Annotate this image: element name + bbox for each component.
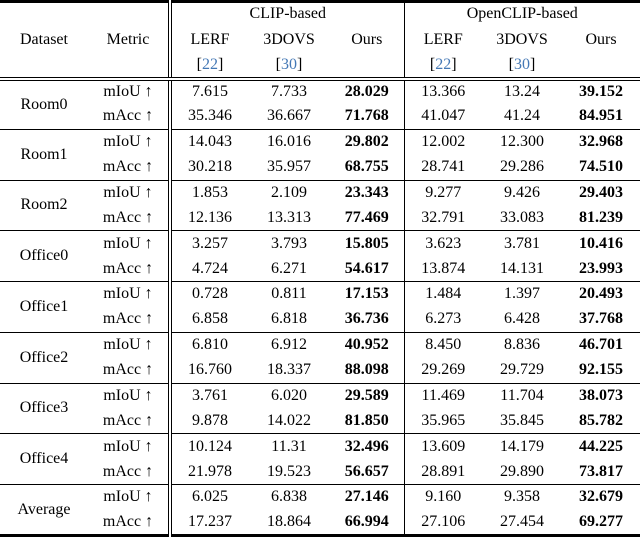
table-row [0, 510, 640, 536]
table-row [0, 129, 640, 154]
value-cell: 3.257 [170, 231, 248, 256]
method-header-openclip-3dovs: 3DOVS [496, 30, 548, 48]
dataset-cell: Room0 [0, 79, 88, 130]
metric-cell: mIoU ↑ [103, 83, 153, 101]
value-cell: 18.337 [248, 358, 330, 383]
value-cell: 35.957 [248, 155, 330, 180]
value-cell: 11.469 [404, 383, 482, 408]
bracket: ] [218, 56, 224, 73]
value-cell: 10.124 [170, 434, 248, 459]
table-row [0, 434, 640, 459]
value-cell: 11.704 [500, 386, 544, 404]
value-cell: 28.741 [404, 155, 482, 180]
value-cell: 81.239 [562, 205, 640, 230]
value-cell: 46.701 [579, 336, 624, 354]
value-cell: 6.428 [482, 307, 562, 332]
citation-link[interactable]: 30 [514, 56, 530, 73]
dataset-header: Dataset [0, 2, 88, 79]
value-cell: 6.838 [271, 488, 307, 506]
value-cell: 12.300 [500, 133, 544, 151]
value-cell: 66.994 [330, 510, 404, 536]
value-cell: 4.724 [170, 256, 248, 281]
dataset-cell: Office4 [0, 434, 88, 485]
value-cell: 9.160 [404, 485, 482, 510]
value-cell: 30.218 [170, 155, 248, 180]
value-cell: 17.237 [170, 510, 248, 536]
value-cell: 29.403 [579, 183, 624, 201]
table-row [0, 104, 640, 129]
value-cell: 77.469 [330, 205, 404, 230]
value-cell: 37.768 [562, 307, 640, 332]
value-cell: 32.679 [579, 488, 624, 506]
value-cell: 69.277 [562, 510, 640, 536]
value-cell: 29.286 [482, 155, 562, 180]
dataset-cell: Office3 [0, 383, 88, 434]
citation-link[interactable]: 30 [281, 56, 297, 73]
value-cell: 27.146 [344, 488, 389, 506]
value-cell: 6.810 [170, 332, 248, 357]
value-cell: 85.782 [562, 408, 640, 433]
table-row [0, 79, 640, 104]
value-cell: 21.978 [170, 459, 248, 484]
citation-cell [482, 54, 562, 79]
value-cell: 3.793 [271, 234, 307, 252]
value-cell: 14.043 [170, 129, 248, 154]
value-cell: 8.450 [404, 332, 482, 357]
dataset-cell: Office2 [0, 332, 88, 383]
value-cell: 6.912 [271, 336, 307, 354]
value-cell: 41.047 [404, 104, 482, 129]
value-cell: 3.781 [504, 234, 540, 252]
table-row [0, 205, 640, 230]
metric-cell: mIoU ↑ [103, 488, 153, 506]
value-cell: 18.864 [248, 510, 330, 536]
value-cell: 35.845 [482, 408, 562, 433]
table-header [0, 2, 640, 79]
value-cell: 16.760 [170, 358, 248, 383]
value-cell: 6.020 [271, 386, 307, 404]
group-header-openclip: OpenCLIP-based [404, 2, 640, 26]
value-cell: 1.853 [170, 180, 248, 205]
value-cell: 7.733 [271, 83, 307, 101]
value-cell: 20.493 [579, 285, 624, 303]
value-cell: 68.755 [330, 155, 404, 180]
value-cell: 8.836 [504, 336, 540, 354]
metric-cell: mAcc ↑ [88, 358, 170, 383]
value-cell: 29.802 [344, 133, 389, 151]
value-cell: 14.022 [248, 408, 330, 433]
value-cell: 23.343 [344, 183, 389, 201]
value-cell: 9.878 [170, 408, 248, 433]
value-cell: 13.609 [404, 434, 482, 459]
value-cell: 13.874 [404, 256, 482, 281]
method-header-openclip-lerf: LERF [404, 26, 482, 54]
value-cell: 40.952 [344, 336, 389, 354]
value-cell: 29.269 [404, 358, 482, 383]
value-cell: 6.858 [170, 307, 248, 332]
value-cell: 0.811 [271, 285, 307, 303]
value-cell: 92.155 [562, 358, 640, 383]
value-cell: 9.426 [504, 183, 540, 201]
value-cell: 28.029 [344, 83, 389, 101]
metric-cell: mIoU ↑ [103, 133, 153, 151]
citation-cell [248, 54, 330, 79]
value-cell: 33.083 [482, 205, 562, 230]
metric-cell: mAcc ↑ [88, 104, 170, 129]
value-cell: 84.951 [562, 104, 640, 129]
metric-cell: mIoU ↑ [103, 386, 153, 404]
citation-link[interactable]: 22 [435, 56, 452, 73]
value-cell: 19.523 [248, 459, 330, 484]
table-row [0, 485, 640, 510]
metric-cell: mIoU ↑ [103, 437, 153, 455]
value-cell: 3.761 [170, 383, 248, 408]
table-row [0, 459, 640, 484]
value-cell: 6.818 [248, 307, 330, 332]
value-cell: 23.993 [562, 256, 640, 281]
value-cell: 29.890 [482, 459, 562, 484]
metric-cell: mAcc ↑ [88, 155, 170, 180]
value-cell: 32.968 [579, 133, 624, 151]
value-cell: 54.617 [330, 256, 404, 281]
dataset-cell: Room1 [0, 129, 88, 180]
value-cell: 36.667 [248, 104, 330, 129]
value-cell: 32.791 [404, 205, 482, 230]
value-cell: 14.131 [482, 256, 562, 281]
metric-cell: mAcc ↑ [88, 459, 170, 484]
value-cell: 16.016 [267, 133, 311, 151]
value-cell: 3.623 [404, 231, 482, 256]
table-row [0, 180, 640, 205]
table-row [0, 307, 640, 332]
value-cell: 12.136 [170, 205, 248, 230]
table-row [0, 358, 640, 383]
citation-cell [404, 54, 482, 79]
table-row [0, 282, 640, 307]
metric-cell: mIoU ↑ [103, 234, 153, 252]
group-header-clip: CLIP-based [170, 2, 404, 26]
table-body [0, 79, 640, 536]
value-cell: 1.484 [404, 282, 482, 307]
bracket: ] [451, 56, 457, 73]
value-cell: 0.728 [170, 282, 248, 307]
bracket: [ [196, 56, 202, 73]
citation-link[interactable]: 22 [202, 56, 218, 73]
method-header-clip-lerf: LERF [170, 26, 248, 54]
value-cell: 44.225 [579, 437, 624, 455]
dataset-cell: Office1 [0, 282, 88, 333]
value-cell: 73.817 [562, 459, 640, 484]
table-row [0, 408, 640, 433]
value-cell: 27.106 [404, 510, 482, 536]
table-row [0, 332, 640, 357]
method-header-clip-3dovs: 3DOVS [263, 30, 315, 48]
value-cell: 6.025 [170, 485, 248, 510]
table-row [0, 155, 640, 180]
method-header-clip-ours: Ours [351, 30, 383, 48]
citation-cell-empty [562, 54, 640, 79]
method-header-openclip-ours: Ours [585, 30, 617, 48]
value-cell: 56.657 [330, 459, 404, 484]
table-row [0, 256, 640, 281]
value-cell: 15.805 [344, 234, 389, 252]
value-cell: 32.496 [344, 437, 389, 455]
metric-cell: mAcc ↑ [88, 256, 170, 281]
value-cell: 14.179 [500, 437, 544, 455]
value-cell: 36.736 [330, 307, 404, 332]
value-cell: 29.589 [344, 386, 389, 404]
value-cell: 28.891 [404, 459, 482, 484]
value-cell: 11.31 [271, 437, 307, 455]
value-cell: 71.768 [330, 104, 404, 129]
value-cell: 13.313 [248, 205, 330, 230]
value-cell: 9.358 [504, 488, 540, 506]
metric-header: Metric [88, 2, 170, 79]
metric-cell: mIoU ↑ [103, 285, 153, 303]
metric-cell: mAcc ↑ [88, 408, 170, 433]
value-cell: 13.366 [404, 79, 482, 104]
metric-cell: mAcc ↑ [88, 307, 170, 332]
citation-cell-empty [330, 54, 404, 79]
metric-cell: mIoU ↑ [103, 183, 153, 201]
value-cell: 35.965 [404, 408, 482, 433]
bracket: ] [297, 56, 303, 73]
value-cell: 2.109 [271, 183, 307, 201]
value-cell: 6.271 [248, 256, 330, 281]
value-cell: 9.277 [404, 180, 482, 205]
value-cell: 10.416 [579, 234, 624, 252]
value-cell: 35.346 [170, 104, 248, 129]
metric-cell: mIoU ↑ [103, 336, 153, 354]
bracket: [ [275, 56, 281, 73]
value-cell: 13.24 [504, 83, 540, 101]
value-cell: 7.615 [170, 79, 248, 104]
bracket: [ [429, 56, 436, 73]
value-cell: 81.850 [330, 408, 404, 433]
table-row [0, 383, 640, 408]
value-cell: 6.273 [404, 307, 482, 332]
value-cell: 27.454 [482, 510, 562, 536]
value-cell: 88.098 [330, 358, 404, 383]
value-cell: 41.24 [482, 104, 562, 129]
value-cell: 17.153 [344, 285, 389, 303]
bracket: ] [530, 56, 536, 73]
value-cell: 12.002 [404, 129, 482, 154]
dataset-cell: Average [0, 485, 88, 536]
metric-cell: mAcc ↑ [88, 510, 170, 536]
value-cell: 39.152 [579, 83, 624, 101]
value-cell: 29.729 [482, 358, 562, 383]
dataset-cell: Office0 [0, 231, 88, 282]
value-cell: 1.397 [504, 285, 540, 303]
table-row [0, 231, 640, 256]
dataset-cell: Room2 [0, 180, 88, 231]
metric-cell: mAcc ↑ [88, 205, 170, 230]
citation-cell [170, 54, 248, 79]
value-cell: 38.073 [579, 386, 624, 404]
bracket: [ [508, 56, 514, 73]
value-cell: 74.510 [562, 155, 640, 180]
